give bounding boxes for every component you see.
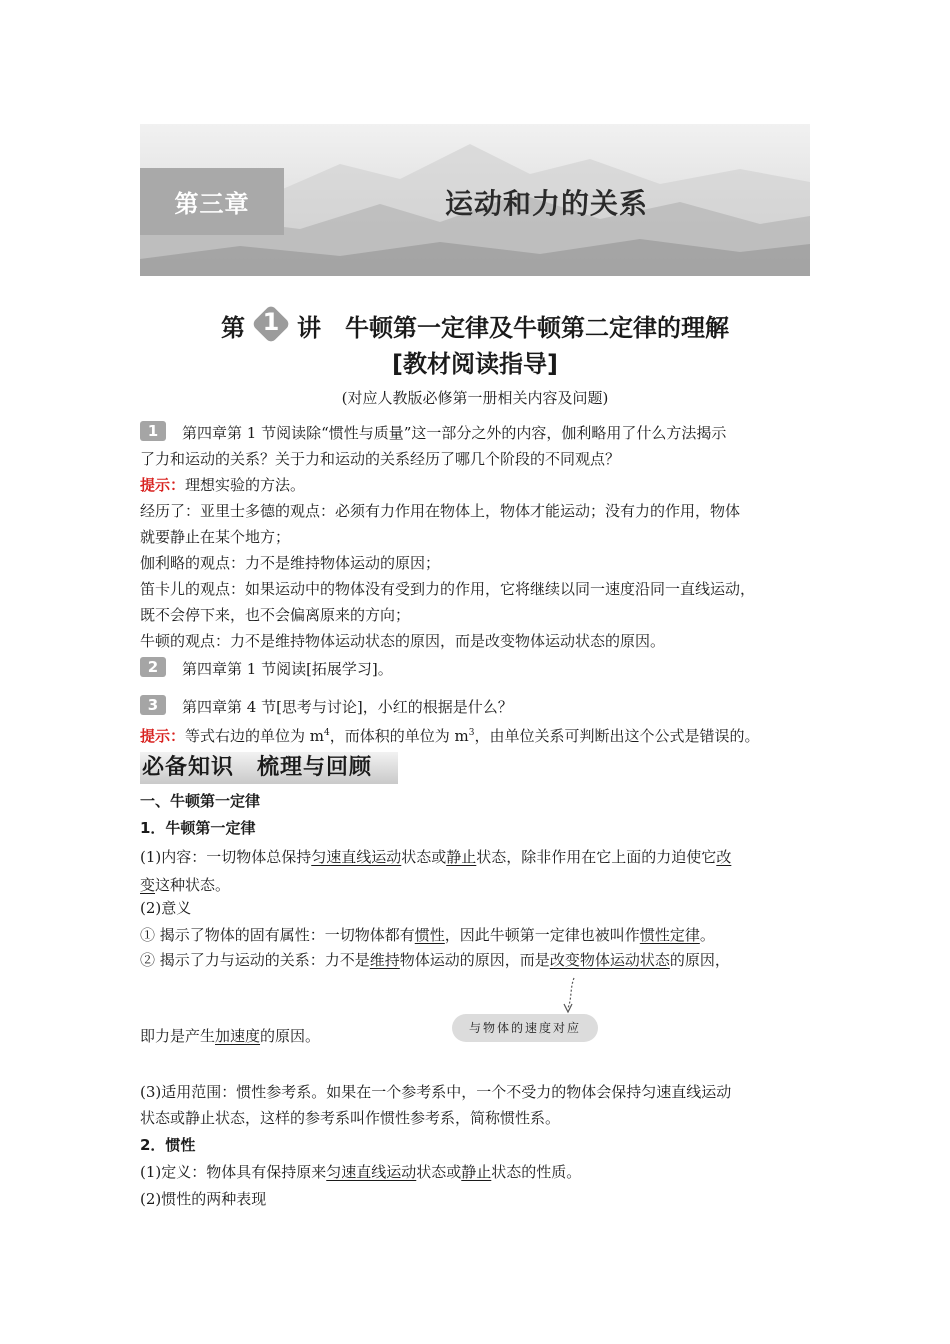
text: 即力是产生 — [140, 1027, 216, 1045]
question-text: 第四章第 1 节阅读[拓展学习]。 — [182, 660, 393, 678]
chapter-title: 运动和力的关系 — [445, 187, 649, 220]
meaning-point-1 — [140, 922, 822, 948]
text: 状态或 — [416, 1163, 462, 1181]
exponent: 3 — [468, 728, 475, 738]
blank-answer: 静止 — [461, 1163, 492, 1181]
text: 这种状态。 — [155, 876, 231, 894]
text: (3)适用范围：惯性参考系。如果在一个参考系中，一个不受力的物体会保持匀速直线运动 — [140, 1083, 732, 1101]
text: (1)定义：物体具有保持原来 — [140, 1163, 327, 1181]
question-1 — [140, 420, 822, 654]
text: 的原因， — [669, 951, 730, 969]
question-2 — [140, 656, 822, 682]
scope-paragraph — [140, 1079, 822, 1131]
text: 的原因。 — [260, 1027, 321, 1045]
explanation-text: 笛卡儿的观点：如果运动中的物体没有受到力的作用，它将继续以同一速度沿同一直线运动， — [140, 580, 756, 598]
text: ① 揭示了物体的固有属性：一切物体都有 — [140, 926, 415, 944]
text: (1)内容：一切物体总保持 — [140, 848, 312, 866]
text: 状态或 — [401, 848, 447, 866]
explanation-text: 牛顿的观点：力不是维持物体运动状态的原因，而是改变物体运动状态的原因。 — [140, 632, 666, 650]
lecture-suffix: 讲 牛顿第一定律及牛顿第二定律的理解 — [297, 314, 729, 342]
inertia-manifestations-heading: (2)惯性的两种表现 — [140, 1190, 267, 1208]
lecture-prefix: 第 — [221, 314, 245, 342]
question-badge: 1 — [140, 421, 166, 441]
blank-answer: 匀速直线运动 — [311, 848, 402, 866]
question-text: 第四章第 4 节[思考与讨论]，小红的根据是什么？ — [182, 698, 513, 716]
explanation-text: 伽利略的观点：力不是维持物体运动的原因； — [140, 554, 441, 572]
annotation-arrow-icon — [560, 976, 580, 1016]
text: ② 揭示了力与运动的关系：力不是 — [140, 951, 370, 969]
blank-answer: 改变 — [549, 951, 580, 969]
hint-text: ，而体积的单位为 m — [329, 727, 469, 745]
question-3 — [140, 694, 822, 749]
hint-label: 提示： — [140, 476, 186, 494]
text: 物体运动的原因，而是 — [399, 951, 550, 969]
heading-newton-first-law: 一、牛顿第一定律 — [140, 792, 261, 810]
hint-label: 提示： — [140, 727, 186, 745]
blank-answer: 物体运动状态 — [579, 951, 670, 969]
meaning-point-2-continued — [140, 1023, 822, 1049]
subheading-inertia: 2．惯性 — [140, 1136, 196, 1154]
lecture-title — [0, 306, 950, 344]
meaning-heading: (2)意义 — [140, 899, 192, 917]
text: 状态的性质。 — [491, 1163, 582, 1181]
content-paragraph — [140, 843, 822, 899]
text: 状态，除非作用在它上面的力迫使它 — [476, 848, 717, 866]
explanation-text: 经历了：亚里士多德的观点：必须有力作用在物体上，物体才能运动；没有力的作用，物体 — [140, 502, 741, 520]
question-text: 了力和运动的关系？关于力和运动的关系经历了哪几个阶段的不同观点？ — [140, 450, 621, 468]
blank-answer: 改 — [716, 848, 732, 866]
subheading-newton-first-law: 1．牛顿第一定律 — [140, 819, 256, 837]
text: 。 — [699, 926, 715, 944]
lecture-number: 1 — [262, 308, 280, 336]
question-badge: 2 — [140, 657, 166, 677]
question-badge: 3 — [140, 695, 166, 715]
blank-answer: 加速度 — [215, 1027, 261, 1045]
text: ，因此牛顿第一定律也被叫作 — [444, 926, 640, 944]
annotation-tag: 与物体的速度对应 — [452, 1014, 598, 1042]
blank-answer: 维持 — [369, 951, 400, 969]
chapter-label: 第三章 — [140, 168, 284, 235]
meaning-point-2 — [140, 947, 822, 973]
chapter-banner — [140, 124, 810, 276]
section-heading: 必备知识 梳理与回顾 — [140, 752, 398, 784]
blank-answer: 惯性 — [414, 926, 445, 944]
inertia-definition — [140, 1159, 822, 1185]
hint-text: 理想实验的方法。 — [185, 476, 306, 494]
question-text: 第四章第 1 节阅读除“惯性与质量”这一部分之外的内容，伽利略用了什么方法揭示 — [182, 424, 727, 442]
exponent: 4 — [324, 728, 330, 738]
blank-answer: 匀速直线运动 — [326, 1163, 417, 1181]
text: 状态或静止状态，这样的参考系叫作惯性参考系，简称惯性系。 — [140, 1109, 561, 1127]
hint-text: ，由单位关系可判断出这个公式是错误的。 — [474, 727, 760, 745]
hint-text: 等式右边的单位为 m — [185, 727, 325, 745]
lecture-number-badge — [249, 306, 293, 344]
blank-answer: 变 — [140, 876, 156, 894]
textbook-note: (对应人教版必修第一册相关内容及问题) — [341, 389, 609, 407]
reading-guide-heading: [教材阅读指导] — [392, 350, 558, 378]
explanation-text: 就要静止在某个地方； — [140, 528, 291, 546]
blank-answer: 惯性定律 — [639, 926, 700, 944]
explanation-text: 既不会停下来，也不会偏离原来的方向； — [140, 606, 411, 624]
blank-answer: 静止 — [446, 848, 477, 866]
